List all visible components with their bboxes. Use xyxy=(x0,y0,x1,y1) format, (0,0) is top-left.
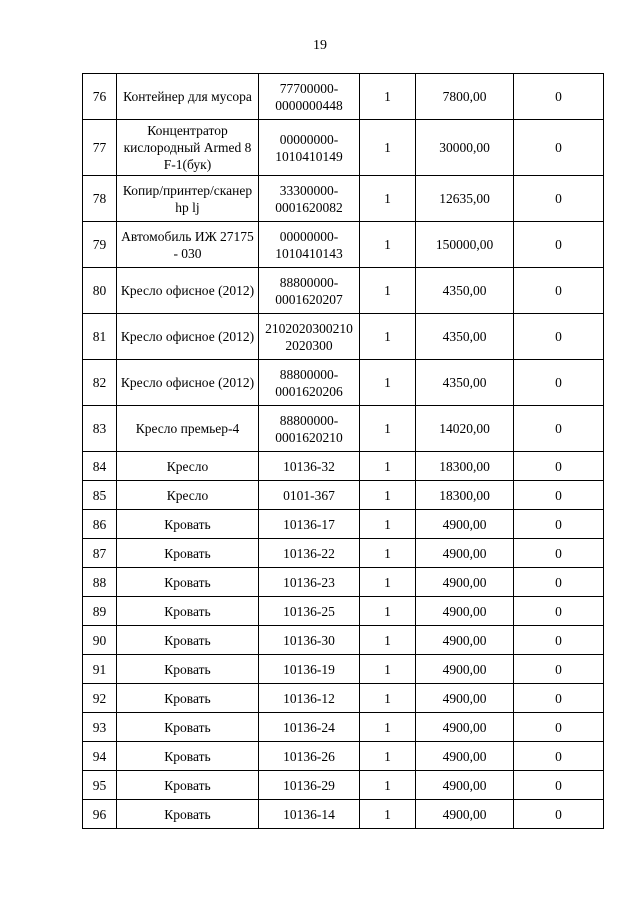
item-name-cell: Кровать xyxy=(117,539,259,568)
row-number-cell: 91 xyxy=(83,655,117,684)
residual-value-cell: 0 xyxy=(514,742,604,771)
inventory-code-cell: 10136-14 xyxy=(259,800,360,829)
price-cell: 4900,00 xyxy=(416,771,514,800)
quantity-cell: 1 xyxy=(360,481,416,510)
row-number-cell: 82 xyxy=(83,360,117,406)
price-cell: 150000,00 xyxy=(416,222,514,268)
residual-value-cell: 0 xyxy=(514,655,604,684)
residual-value-cell: 0 xyxy=(514,314,604,360)
item-name-cell: Кресло xyxy=(117,452,259,481)
item-name-cell: Кровать xyxy=(117,510,259,539)
residual-value-cell: 0 xyxy=(514,510,604,539)
inventory-code-cell: 00000000-1010410149 xyxy=(259,120,360,176)
item-name-cell: Кресло премьер-4 xyxy=(117,406,259,452)
item-name-cell: Кровать xyxy=(117,684,259,713)
residual-value-cell: 0 xyxy=(514,684,604,713)
table-row xyxy=(83,539,604,568)
residual-value-cell: 0 xyxy=(514,568,604,597)
table-row xyxy=(83,742,604,771)
item-name-cell: Кресло офисное (2012) xyxy=(117,360,259,406)
quantity-cell: 1 xyxy=(360,800,416,829)
item-name-cell: Кровать xyxy=(117,626,259,655)
table-row xyxy=(83,74,604,120)
quantity-cell: 1 xyxy=(360,176,416,222)
price-cell: 4350,00 xyxy=(416,268,514,314)
residual-value-cell: 0 xyxy=(514,452,604,481)
inventory-code-cell: 0101-367 xyxy=(259,481,360,510)
item-name-cell: Копир/принтер/сканер hp lj xyxy=(117,176,259,222)
quantity-cell: 1 xyxy=(360,539,416,568)
inventory-code-cell: 10136-32 xyxy=(259,452,360,481)
quantity-cell: 1 xyxy=(360,406,416,452)
residual-value-cell: 0 xyxy=(514,222,604,268)
table-row xyxy=(83,314,604,360)
item-name-cell: Кровать xyxy=(117,742,259,771)
table-row xyxy=(83,713,604,742)
page-number: 19 xyxy=(313,38,327,53)
quantity-cell: 1 xyxy=(360,771,416,800)
row-number-cell: 86 xyxy=(83,510,117,539)
inventory-code-cell: 77700000-0000000448 xyxy=(259,74,360,120)
quantity-cell: 1 xyxy=(360,568,416,597)
row-number-cell: 92 xyxy=(83,684,117,713)
inventory-code-cell: 10136-17 xyxy=(259,510,360,539)
item-name-cell: Кровать xyxy=(117,771,259,800)
price-cell: 4900,00 xyxy=(416,713,514,742)
price-cell: 12635,00 xyxy=(416,176,514,222)
price-cell: 7800,00 xyxy=(416,74,514,120)
inventory-table xyxy=(82,73,604,829)
table-row xyxy=(83,120,604,176)
inventory-code-cell: 88800000-0001620207 xyxy=(259,268,360,314)
quantity-cell: 1 xyxy=(360,222,416,268)
price-cell: 4900,00 xyxy=(416,800,514,829)
quantity-cell: 1 xyxy=(360,713,416,742)
quantity-cell: 1 xyxy=(360,684,416,713)
item-name-cell: Кровать xyxy=(117,568,259,597)
residual-value-cell: 0 xyxy=(514,176,604,222)
row-number-cell: 95 xyxy=(83,771,117,800)
table-row xyxy=(83,268,604,314)
price-cell: 4350,00 xyxy=(416,314,514,360)
row-number-cell: 76 xyxy=(83,74,117,120)
residual-value-cell: 0 xyxy=(514,597,604,626)
residual-value-cell: 0 xyxy=(514,74,604,120)
residual-value-cell: 0 xyxy=(514,406,604,452)
row-number-cell: 87 xyxy=(83,539,117,568)
residual-value-cell: 0 xyxy=(514,481,604,510)
row-number-cell: 81 xyxy=(83,314,117,360)
row-number-cell: 88 xyxy=(83,568,117,597)
item-name-cell: Кровать xyxy=(117,655,259,684)
residual-value-cell: 0 xyxy=(514,713,604,742)
price-cell: 4900,00 xyxy=(416,568,514,597)
residual-value-cell: 0 xyxy=(514,800,604,829)
table-row xyxy=(83,510,604,539)
price-cell: 18300,00 xyxy=(416,452,514,481)
quantity-cell: 1 xyxy=(360,120,416,176)
inventory-code-cell: 10136-23 xyxy=(259,568,360,597)
quantity-cell: 1 xyxy=(360,314,416,360)
item-name-cell: Кровать xyxy=(117,713,259,742)
residual-value-cell: 0 xyxy=(514,539,604,568)
quantity-cell: 1 xyxy=(360,268,416,314)
row-number-cell: 79 xyxy=(83,222,117,268)
quantity-cell: 1 xyxy=(360,74,416,120)
residual-value-cell: 0 xyxy=(514,626,604,655)
quantity-cell: 1 xyxy=(360,510,416,539)
inventory-code-cell: 10136-24 xyxy=(259,713,360,742)
table-row xyxy=(83,452,604,481)
inventory-code-cell: 10136-29 xyxy=(259,771,360,800)
quantity-cell: 1 xyxy=(360,597,416,626)
item-name-cell: Кресло офисное (2012) xyxy=(117,268,259,314)
price-cell: 14020,00 xyxy=(416,406,514,452)
quantity-cell: 1 xyxy=(360,360,416,406)
inventory-code-cell: 00000000-1010410143 xyxy=(259,222,360,268)
item-name-cell: Автомобиль ИЖ 27175 - 030 xyxy=(117,222,259,268)
table-row xyxy=(83,597,604,626)
price-cell: 4900,00 xyxy=(416,510,514,539)
residual-value-cell: 0 xyxy=(514,120,604,176)
inventory-code-cell: 10136-12 xyxy=(259,684,360,713)
table-row xyxy=(83,626,604,655)
residual-value-cell: 0 xyxy=(514,268,604,314)
price-cell: 30000,00 xyxy=(416,120,514,176)
inventory-code-cell: 10136-19 xyxy=(259,655,360,684)
table-row xyxy=(83,771,604,800)
row-number-cell: 90 xyxy=(83,626,117,655)
row-number-cell: 85 xyxy=(83,481,117,510)
inventory-code-cell: 88800000-0001620206 xyxy=(259,360,360,406)
table-row xyxy=(83,406,604,452)
row-number-cell: 84 xyxy=(83,452,117,481)
quantity-cell: 1 xyxy=(360,626,416,655)
inventory-code-cell: 10136-26 xyxy=(259,742,360,771)
table-row xyxy=(83,568,604,597)
inventory-code-cell: 21020203002102020300 xyxy=(259,314,360,360)
item-name-cell: Кресло офисное (2012) xyxy=(117,314,259,360)
table-row xyxy=(83,800,604,829)
item-name-cell: Кровать xyxy=(117,597,259,626)
inventory-code-cell: 10136-30 xyxy=(259,626,360,655)
table-row xyxy=(83,222,604,268)
row-number-cell: 93 xyxy=(83,713,117,742)
price-cell: 4900,00 xyxy=(416,684,514,713)
price-cell: 4350,00 xyxy=(416,360,514,406)
price-cell: 4900,00 xyxy=(416,597,514,626)
row-number-cell: 89 xyxy=(83,597,117,626)
item-name-cell: Концентратор кислородный Armed 8 F-1(бук) xyxy=(117,120,259,176)
inventory-code-cell: 10136-22 xyxy=(259,539,360,568)
inventory-code-cell: 33300000-0001620082 xyxy=(259,176,360,222)
inventory-code-cell: 10136-25 xyxy=(259,597,360,626)
inventory-rows xyxy=(83,74,604,829)
quantity-cell: 1 xyxy=(360,452,416,481)
quantity-cell: 1 xyxy=(360,742,416,771)
quantity-cell: 1 xyxy=(360,655,416,684)
row-number-cell: 94 xyxy=(83,742,117,771)
row-number-cell: 80 xyxy=(83,268,117,314)
table-row xyxy=(83,481,604,510)
table-row xyxy=(83,655,604,684)
price-cell: 4900,00 xyxy=(416,539,514,568)
price-cell: 4900,00 xyxy=(416,742,514,771)
item-name-cell: Контейнер для мусора xyxy=(117,74,259,120)
residual-value-cell: 0 xyxy=(514,360,604,406)
inventory-code-cell: 88800000-0001620210 xyxy=(259,406,360,452)
residual-value-cell: 0 xyxy=(514,771,604,800)
row-number-cell: 78 xyxy=(83,176,117,222)
price-cell: 4900,00 xyxy=(416,655,514,684)
price-cell: 4900,00 xyxy=(416,626,514,655)
item-name-cell: Кресло xyxy=(117,481,259,510)
item-name-cell: Кровать xyxy=(117,800,259,829)
price-cell: 18300,00 xyxy=(416,481,514,510)
table-row xyxy=(83,360,604,406)
table-row xyxy=(83,176,604,222)
row-number-cell: 77 xyxy=(83,120,117,176)
table-row xyxy=(83,684,604,713)
row-number-cell: 83 xyxy=(83,406,117,452)
row-number-cell: 96 xyxy=(83,800,117,829)
